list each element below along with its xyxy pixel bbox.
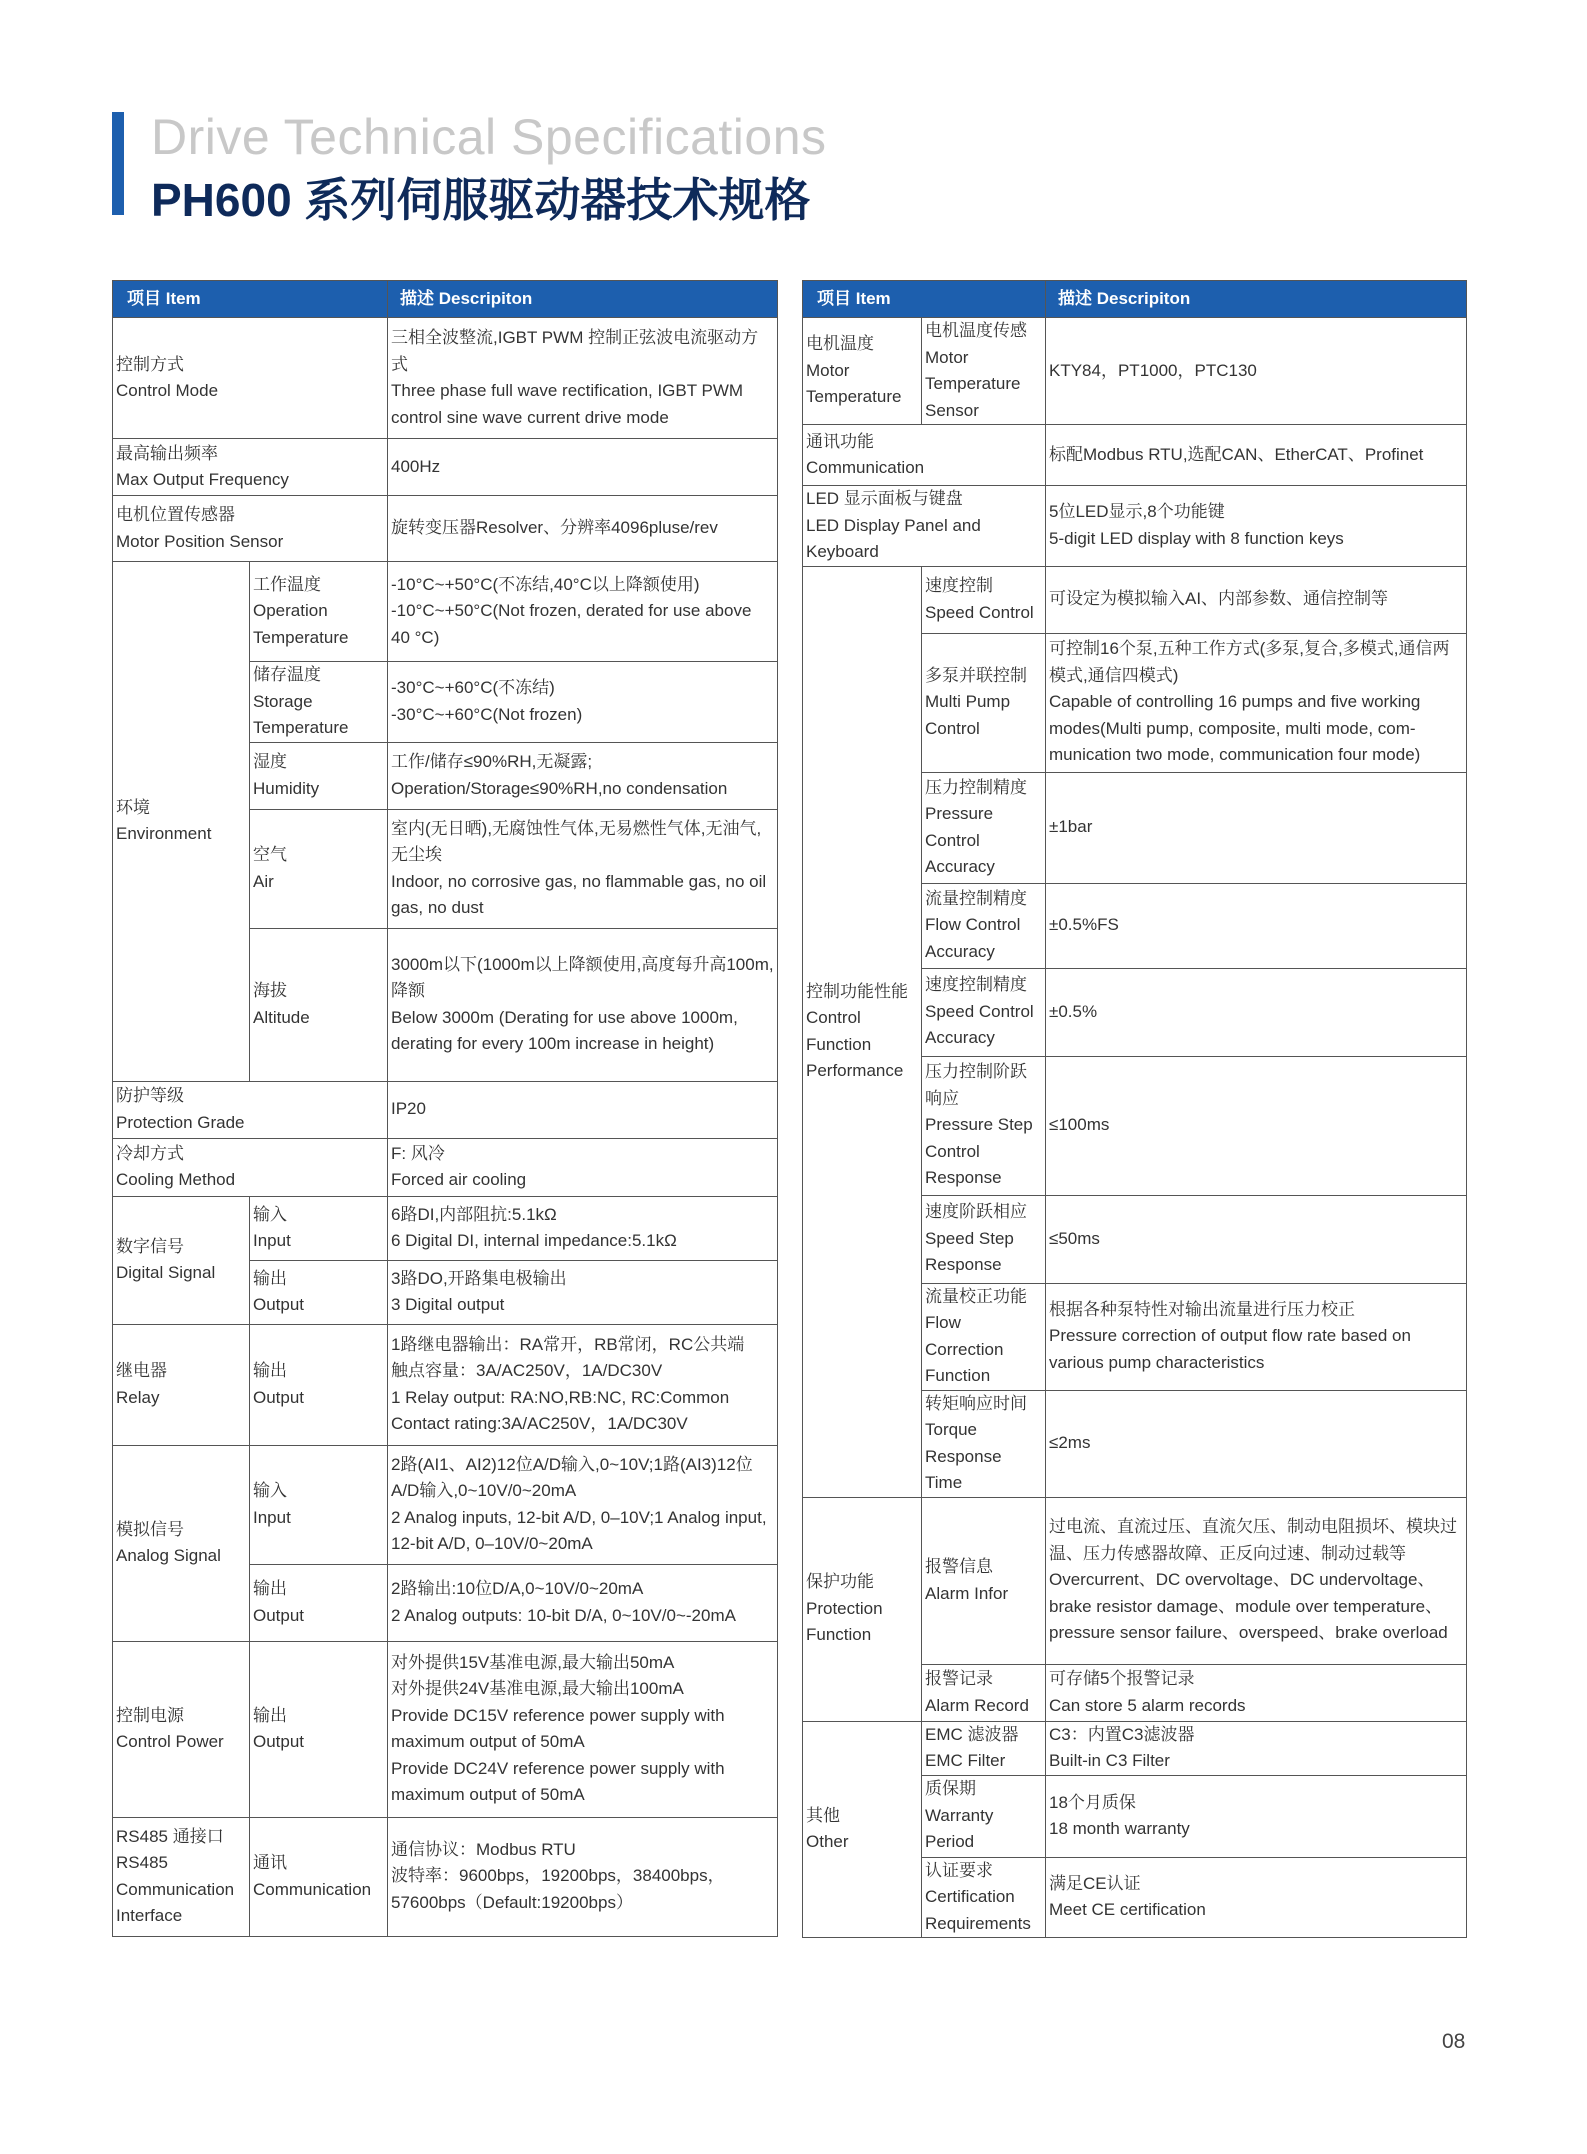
table-header xyxy=(113,281,778,318)
item-description: ±0.5%FS xyxy=(1046,883,1467,968)
item-description: 2路输出:10位D/A,0~10V/0~20mA 2 Analog outputs: 10-bit D/A, 0~10V/0~-20mA xyxy=(388,1564,778,1641)
table-row xyxy=(113,1641,778,1817)
sub-item-label: 报警信息 Alarm Infor xyxy=(922,1497,1046,1664)
sub-item-label: 转矩响应时间 Torque Response Time xyxy=(922,1390,1046,1497)
sub-item-label: 通讯 Communication xyxy=(250,1817,388,1936)
group-label: 模拟信号 Analog Signal xyxy=(113,1445,250,1641)
group-label: 控制电源 Control Power xyxy=(113,1641,250,1817)
item-description: KTY84，PT1000，PTC130 xyxy=(1046,318,1467,425)
group-label: 控制功能性能 Control Function Performance xyxy=(803,566,922,1497)
item-description: ≤50ms xyxy=(1046,1195,1467,1283)
item-description: -30°C~+60°C(不冻结) -30°C~+60°C(Not frozen) xyxy=(388,662,778,743)
item-description: C3：内置C3滤波器 Built-in C3 Filter xyxy=(1046,1721,1467,1775)
table-row xyxy=(113,562,778,662)
group-label: 数字信号 Digital Signal xyxy=(113,1196,250,1324)
group-label: 继电器 Relay xyxy=(113,1324,250,1445)
table-row xyxy=(113,496,778,562)
sub-item-label: 速度控制 Speed Control xyxy=(922,566,1046,633)
item-description: 通信协议：Modbus RTU 波特率：9600bps，19200bps，38400bps，57600bps（Default:19200bps） xyxy=(388,1817,778,1936)
header-description: 描述 Descripiton xyxy=(388,281,778,318)
table-row xyxy=(803,318,1467,425)
table-row xyxy=(113,1445,778,1564)
sub-item-label: 流量校正功能 Flow Correction Function xyxy=(922,1283,1046,1390)
sub-item-label: 多泵并联控制 Multi Pump Control xyxy=(922,633,1046,772)
item-label: 通讯功能 Communication xyxy=(803,425,1046,486)
table-row xyxy=(113,1138,778,1196)
item-label: 电机位置传感器 Motor Position Sensor xyxy=(113,496,388,562)
sub-item-label: 流量控制精度 Flow Control Accuracy xyxy=(922,883,1046,968)
item-description: 过电流、直流过压、直流欠压、制动电阻损坏、模块过温、压力传感器故障、正反向过速、制动过载等 Overcurrent、DC overvoltage、DC undervoltage、brake resistor damage、module over temperature、pressure sensor failure、overspeed、brake overload xyxy=(1046,1497,1467,1664)
table-row xyxy=(803,486,1467,567)
table-row xyxy=(803,1721,1467,1775)
spec-table-left xyxy=(112,280,778,1937)
page-title-chinese: PH600 系列伺服驱动器技术规格 xyxy=(151,174,811,226)
sub-item-label: EMC 滤波器 EMC Filter xyxy=(922,1721,1046,1775)
sub-item-label: 速度控制精度 Speed Control Accuracy xyxy=(922,968,1046,1056)
sub-item-label: 认证要求 Certification Requirements xyxy=(922,1857,1046,1938)
page-title-english: Drive Technical Specifications xyxy=(151,109,827,165)
item-description: 可设定为模拟输入AI、内部参数、通信控制等 xyxy=(1046,566,1467,633)
sub-item-label: 压力控制精度 Pressure Control Accuracy xyxy=(922,772,1046,883)
header-item: 项目 Item xyxy=(113,281,388,318)
sub-item-label: 速度阶跃相应 Speed Step Response xyxy=(922,1195,1046,1283)
group-label: 环境 Environment xyxy=(113,562,250,1082)
sub-item-label: 输入 Input xyxy=(250,1196,388,1260)
page-number: 08 xyxy=(1442,2030,1466,2053)
spec-table-right xyxy=(802,280,1467,1938)
item-description: ≤100ms xyxy=(1046,1056,1467,1195)
title-accent-bar xyxy=(112,112,124,215)
item-description: 室内(无日晒),无腐蚀性气体,无易燃性气体,无油气,无尘埃 Indoor, no corrosive gas, no flammable gas, no oil gas, no dust xyxy=(388,809,778,928)
item-description: 3000m以下(1000m以上降额使用,高度每升高100m,降额 Below 3000m (Derating for use above 1000m, derating for every 100m increase in height) xyxy=(388,928,778,1081)
item-label: LED 显示面板与键盘 LED Display Panel and Keyboard xyxy=(803,486,1046,567)
table-row xyxy=(113,439,778,496)
sub-item-label: 输入 Input xyxy=(250,1445,388,1564)
item-label: 最高输出频率 Max Output Frequency xyxy=(113,439,388,496)
table-row xyxy=(803,1497,1467,1664)
sub-item-label: 工作温度 Operation Temperature xyxy=(250,562,388,662)
item-description: 18个月质保 18 month warranty xyxy=(1046,1775,1467,1857)
table-row xyxy=(113,1324,778,1445)
table-row xyxy=(113,318,778,439)
item-description: 可存储5个报警记录 Can store 5 alarm records xyxy=(1046,1664,1467,1721)
item-description: IP20 xyxy=(388,1081,778,1138)
item-description: -10°C~+50°C(不冻结,40°C以上降额使用) -10°C~+50°C(Not frozen, derated for use above 40 °C) xyxy=(388,562,778,662)
sub-item-label: 输出 Output xyxy=(250,1324,388,1445)
item-description: 三相全波整流,IGBT PWM 控制正弦波电流驱动方式 Three phase full wave rectification, IGBT PWM control sine wave current drive mode xyxy=(388,318,778,439)
sub-item-label: 输出 Output xyxy=(250,1564,388,1641)
item-description: 2路(AI1、AI2)12位A/D输入,0~10V;1路(AI3)12位A/D输入,0~10V/0~20mA 2 Analog inputs, 12-bit A/D, 0–10V;1 Analog input, 12-bit A/D, 0–10V/0~20mA xyxy=(388,1445,778,1564)
item-description: ±0.5% xyxy=(1046,968,1467,1056)
table-row xyxy=(113,1081,778,1138)
sub-item-label: 海拔 Altitude xyxy=(250,928,388,1081)
group-label: RS485 通接口 RS485 Communication Interface xyxy=(113,1817,250,1936)
item-description: 标配Modbus RTU,选配CAN、EtherCAT、Profinet xyxy=(1046,425,1467,486)
item-label: 冷却方式 Cooling Method xyxy=(113,1138,388,1196)
table-row xyxy=(803,566,1467,633)
item-description: 根据各种泵特性对输出流量进行压力校正 Pressure correction of output flow rate based on various pump characteristics xyxy=(1046,1283,1467,1390)
item-description: 对外提供15V基准电源,最大输出50mA 对外提供24V基准电源,最大输出100mA Provide DC15V reference power supply with maximum output of 50mA Provide DC24V reference power supply with maximum output of 50mA xyxy=(388,1641,778,1817)
item-description: F: 风冷 Forced air cooling xyxy=(388,1138,778,1196)
item-description: 可控制16个泵,五种工作方式(多泵,复合,多模式,通信两模式,通信四模式) Capable of controlling 16 pumps and five working modes(Multi pump, composite, multi mode, com-munication two mode, communication four mode) xyxy=(1046,633,1467,772)
sub-item-label: 输出 Output xyxy=(250,1260,388,1324)
item-label: 控制方式 Control Mode xyxy=(113,318,388,439)
table-row xyxy=(803,425,1467,486)
item-description: 旋转变压器Resolver、分辨率4096pluse/rev xyxy=(388,496,778,562)
header-description: 描述 Descripiton xyxy=(1046,281,1467,318)
group-label: 保护功能 Protection Function xyxy=(803,1497,922,1721)
item-description: 工作/储存≤90%RH,无凝露; Operation/Storage≤90%RH,no condensation xyxy=(388,742,778,809)
sub-item-label: 报警记录 Alarm Record xyxy=(922,1664,1046,1721)
header-item: 项目 Item xyxy=(803,281,1046,318)
group-label: 电机温度 Motor Temperature xyxy=(803,318,922,425)
sub-item-label: 空气 Air xyxy=(250,809,388,928)
table-header xyxy=(803,281,1467,318)
sub-item-label: 质保期 Warranty Period xyxy=(922,1775,1046,1857)
group-label: 其他 Other xyxy=(803,1721,922,1938)
sub-item-label: 压力控制阶跃响应 Pressure Step Control Response xyxy=(922,1056,1046,1195)
item-description: ±1bar xyxy=(1046,772,1467,883)
item-description: 6路DI,内部阻抗:5.1kΩ 6 Digital DI, internal impedance:5.1kΩ xyxy=(388,1196,778,1260)
table-row xyxy=(113,1196,778,1260)
item-description: 5位LED显示,8个功能键 5-digit LED display with 8 function keys xyxy=(1046,486,1467,567)
sub-item-label: 储存温度 Storage Temperature xyxy=(250,662,388,743)
table-row xyxy=(113,1817,778,1936)
sub-item-label: 电机温度传感 Motor Temperature Sensor xyxy=(922,318,1046,425)
item-description: 3路DO,开路集电极输出 3 Digital output xyxy=(388,1260,778,1324)
sub-item-label: 湿度 Humidity xyxy=(250,742,388,809)
item-description: 1路继电器输出：RA常开，RB常闭，RC公共端 触点容量：3A/AC250V，1A/DC30V 1 Relay output: RA:NO,RB:NC, RC:Common Contact rating:3A/AC250V，1A/DC30V xyxy=(388,1324,778,1445)
item-description: 满足CE认证 Meet CE certification xyxy=(1046,1857,1467,1938)
sub-item-label: 输出 Output xyxy=(250,1641,388,1817)
item-description: 400Hz xyxy=(388,439,778,496)
item-label: 防护等级 Protection Grade xyxy=(113,1081,388,1138)
item-description: ≤2ms xyxy=(1046,1390,1467,1497)
